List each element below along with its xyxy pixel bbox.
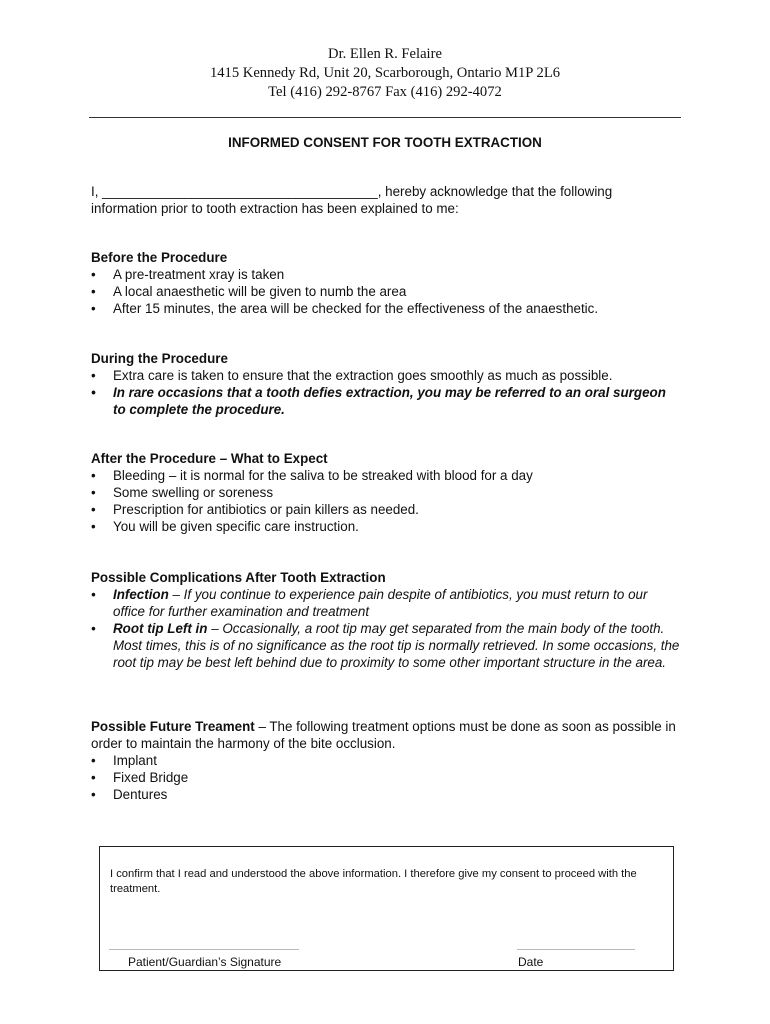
infection-text: – If you continue to experience pain despite of antibiotics, you must return to our office for further examination and treatment xyxy=(113,587,648,619)
future-treatment-section xyxy=(91,718,681,803)
before-section xyxy=(91,249,681,317)
root-tip-text: – Occasionally, a root tip may get separated from the main body of the tooth. Most times, this is of no significance as the root tip is normally retrieved. In some occasions, the root tip may be best left behind due to proximity to some other important structure in the area. xyxy=(113,621,680,670)
letterhead xyxy=(0,45,770,102)
document-title: INFORMED CONSENT FOR TOOTH EXTRACTION xyxy=(228,135,542,150)
future-heading: Possible Future Treament xyxy=(91,719,255,734)
after-section xyxy=(91,450,681,535)
date-label: Date xyxy=(518,955,544,969)
list-item: • After 15 minutes, the area will be checked for the effectiveness of the anaesthetic. xyxy=(91,300,681,317)
list-item: • A local anaesthetic will be given to numb the area xyxy=(91,283,681,300)
list-item: • Some swelling or soreness xyxy=(91,484,681,501)
list-item: • Bleeding – it is normal for the saliva to be streaked with blood for a day xyxy=(91,467,681,484)
list-item: • Implant xyxy=(91,752,681,769)
doctor-phone: Tel (416) 292-8767 Fax (416) 292-4072 xyxy=(268,84,502,100)
future-list xyxy=(91,752,681,803)
complications-heading: Possible Complications After Tooth Extraction xyxy=(91,570,386,585)
complications-list xyxy=(91,586,681,671)
future-treatment-intro xyxy=(91,718,681,752)
before-heading: Before the Procedure xyxy=(91,250,228,265)
before-list xyxy=(91,266,681,317)
list-item: • You will be given specific care instruction. xyxy=(91,518,681,535)
list-item: • Dentures xyxy=(91,786,681,803)
acknowledgement-line-1: I, _____________________________________, hereby acknowledge that the following xyxy=(91,184,613,199)
list-item-infection xyxy=(91,586,681,620)
doctor-address: 1415 Kennedy Rd, Unit 20, Scarborough, Ontario M1P 2L6 xyxy=(209,65,561,81)
list-item: • A pre-treatment xray is taken xyxy=(91,266,681,283)
list-item: • Prescription for antibiotics or pain killers as needed. xyxy=(91,501,681,518)
during-heading: During the Procedure xyxy=(91,351,228,366)
after-list xyxy=(91,467,681,535)
header-divider xyxy=(89,117,681,118)
signature-label: Patient/Guardian’s Signature xyxy=(128,955,282,969)
signature-line[interactable] xyxy=(109,949,299,950)
list-item: • Extra care is taken to ensure that the extraction goes smoothly as much as possible. xyxy=(91,367,681,384)
list-item-root-tip xyxy=(91,620,681,671)
list-item-referral-note: • In rare occasions that a tooth defies extraction, you may be referred to an oral surgeon to complete the procedure. xyxy=(91,384,681,418)
doctor-name: Dr. Ellen R. Felaire xyxy=(328,46,442,62)
during-list xyxy=(91,367,681,418)
after-heading: After the Procedure – What to Expect xyxy=(91,451,328,466)
list-item: • Fixed Bridge xyxy=(91,769,681,786)
during-section xyxy=(91,350,681,418)
complications-section xyxy=(91,569,681,671)
consent-confirmation-box xyxy=(99,846,674,971)
acknowledgement-paragraph xyxy=(91,183,681,217)
future-intro-text: – The following treatment options must be done as soon as possible in order to maintain the harmony of the bite occlusion. xyxy=(91,719,676,751)
consent-statement: I confirm that I read and understood the above information. I therefore give my consent to proceed with the treatment. xyxy=(110,868,637,895)
date-line[interactable] xyxy=(517,949,635,950)
acknowledgement-line-2: information prior to tooth extraction has been explained to me: xyxy=(91,201,459,216)
infection-term: Infection xyxy=(113,587,169,602)
root-tip-term: Root tip Left in xyxy=(113,621,208,636)
